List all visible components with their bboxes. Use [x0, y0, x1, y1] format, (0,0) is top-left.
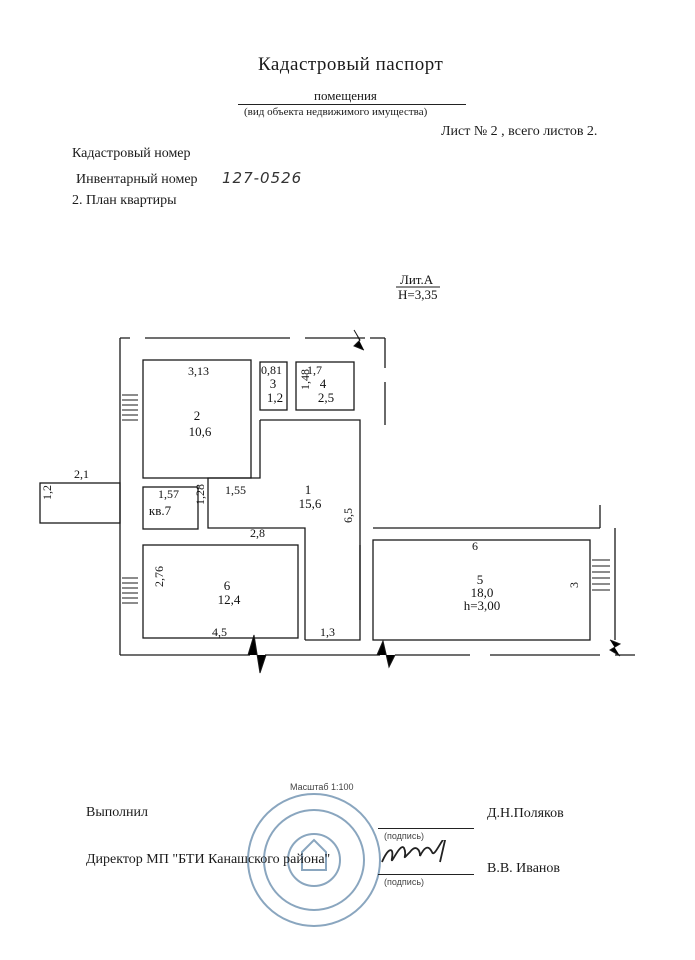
- performed-name: Д.Н.Поляков: [487, 806, 564, 821]
- sheet-info: Лист № 2 , всего листов 2.: [441, 124, 598, 139]
- dim-room6-width: 4,5: [212, 625, 227, 639]
- section-title: 2. План квартиры: [72, 193, 177, 208]
- cadastral-number-label: Кадастровый номер: [72, 146, 191, 161]
- inventory-number-value: 127-0526: [222, 169, 303, 187]
- room-2-number: 2: [193, 408, 201, 423]
- height-label: Н=3,35: [398, 287, 438, 302]
- dim-room7-height: 1,28: [193, 484, 207, 505]
- object-caption: (вид объекта недвижимого имущества): [244, 106, 428, 118]
- dim-room2-width: 3,13: [188, 364, 209, 378]
- dim-ext-width: 2,1: [74, 467, 89, 481]
- director-signature-caption: (подпись): [384, 877, 425, 887]
- room-5-area: 18,0: [470, 585, 494, 600]
- dim-room3-width: 0,81: [261, 363, 282, 377]
- dim-room4-width: 1,7: [307, 363, 322, 377]
- dim-ext-height: 1,2: [40, 485, 54, 500]
- dim-hall-height: 6,5: [341, 508, 355, 523]
- dim-corridor-width: 1,55: [225, 483, 246, 497]
- dim-room7-width: 1,57: [158, 487, 179, 501]
- performed-signature-caption: (подпись): [384, 831, 425, 841]
- dim-room5-height: 3: [567, 582, 581, 588]
- window-left-2: [122, 578, 138, 603]
- window-left-1: [122, 395, 138, 420]
- dim-hall-width: 1,3: [320, 625, 335, 639]
- room-6-number: 6: [223, 578, 231, 593]
- object-type: помещения: [314, 88, 377, 103]
- room-7-label: кв.7: [148, 503, 172, 518]
- performed-signature-line: [378, 828, 474, 829]
- room-5-height: h=3,00: [463, 598, 501, 613]
- inventory-number-label: Инвентарный номер: [76, 172, 198, 187]
- room-5-number: 5: [476, 572, 484, 587]
- dim-room5-width: 6: [472, 539, 478, 553]
- room-4-number: 4: [319, 376, 327, 391]
- scale-label: Масштаб 1:100: [290, 782, 354, 792]
- window-right: [592, 560, 610, 590]
- room-1-area: 15,6: [298, 496, 322, 511]
- lit-label: Лит.А: [400, 272, 434, 287]
- room-2-area: 10,6: [188, 424, 212, 439]
- document-title: Кадастровый паспорт: [258, 54, 444, 75]
- director-signature-line: [378, 874, 474, 875]
- room-4-area: 2,5: [317, 390, 335, 405]
- door-break-1: [248, 635, 266, 673]
- room-3-area: 1,2: [266, 390, 284, 405]
- director-signature: [378, 840, 468, 872]
- object-type-underline: [238, 104, 466, 105]
- room-3-number: 3: [269, 376, 277, 391]
- dim-room6-top: 2,8: [250, 526, 265, 540]
- door-break-2: [377, 641, 395, 667]
- director-name: В.В. Иванов: [487, 861, 561, 876]
- director-label: Директор МП "БТИ Канашского района": [86, 852, 331, 867]
- room-1-outline: [208, 420, 360, 640]
- floor-plan: [0, 260, 695, 700]
- door-break-4: [354, 330, 364, 350]
- room-1-number: 1: [304, 482, 312, 497]
- door-break-3: [610, 640, 620, 656]
- dim-room3-height: 1,48: [298, 369, 312, 390]
- room-6-area: 12,4: [217, 592, 241, 607]
- dim-room6-height: 2,76: [152, 566, 166, 587]
- performed-label: Выполнил: [86, 805, 149, 820]
